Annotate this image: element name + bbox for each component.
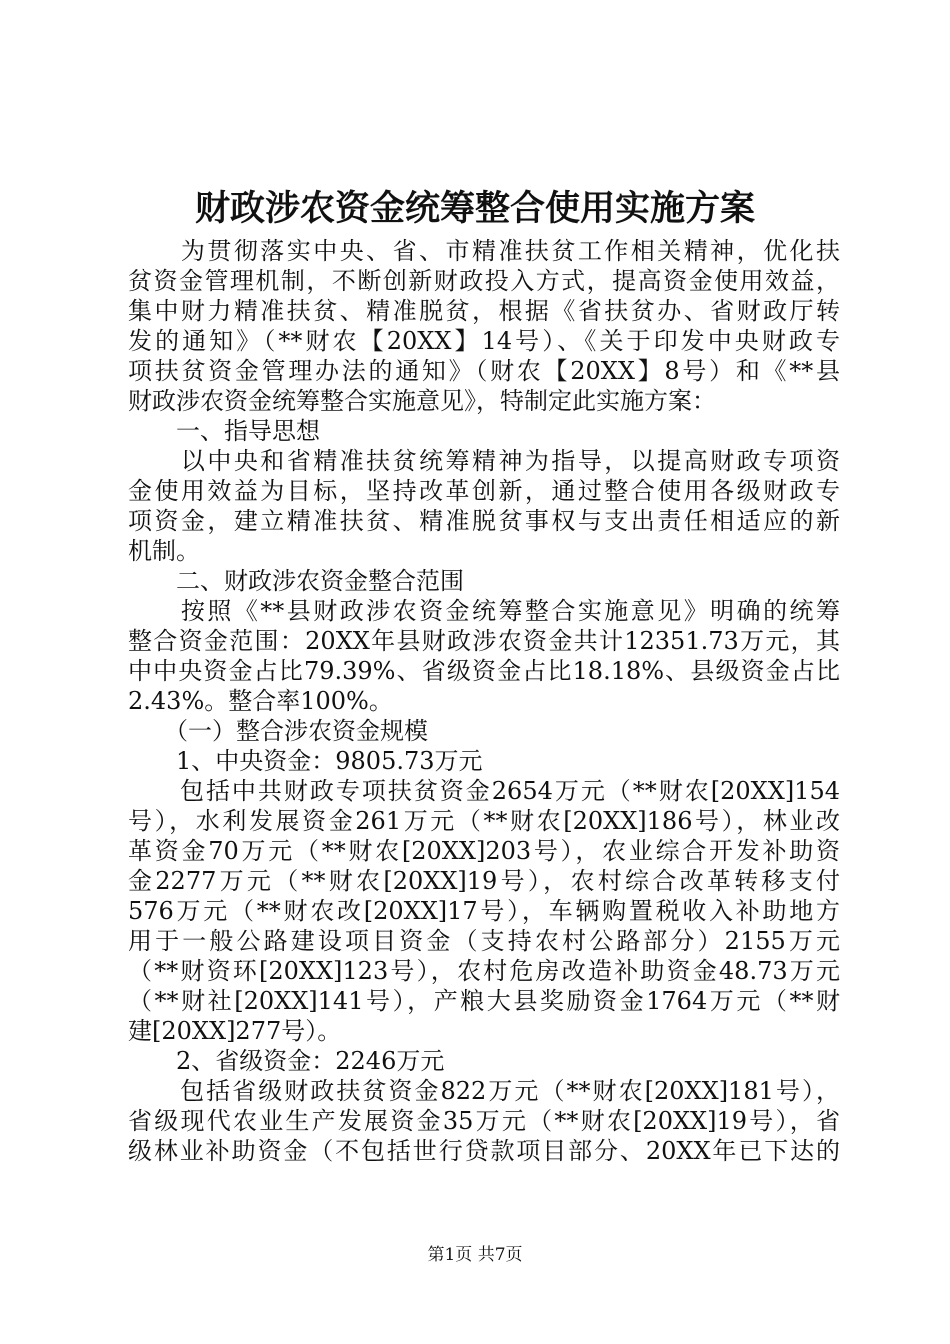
- page-footer: 第1页 共7页: [427, 1245, 523, 1265]
- text-line: 为贯彻落实中央、省、市精准扶贫工作相关精神，优化扶: [128, 237, 840, 265]
- text-line: 以中央和省精准扶贫统筹精神为指导，以提高财政专项资: [128, 447, 840, 475]
- text-line: 发的通知》（**财农【20XX】14号）、《关于印发中央财政专: [128, 327, 840, 355]
- text-line: 项扶贫资金管理办法的通知》（财农【20XX】8号）和《**县: [128, 357, 840, 385]
- text-line: 576万元（**财农改[20XX]17号），车辆购置税收入补助地方: [128, 897, 840, 925]
- text-line: 金使用效益为目标，坚持改革创新，通过整合使用各级财政专: [128, 477, 840, 505]
- text-line: 建[20XX]277号）。: [128, 1017, 342, 1045]
- text-line: 包括中共财政专项扶贫资金2654万元（**财农[20XX]154: [128, 777, 840, 805]
- text-line: 整合资金范围：20XX年县财政涉农资金共计12351.73万元，其: [128, 627, 840, 655]
- text-line: 项资金，建立精准扶贫、精准脱贫事权与支出责任相适应的新: [128, 507, 840, 535]
- text-line: 用于一般公路建设项目资金（支持农村公路部分）2155万元: [128, 927, 840, 955]
- text-line: （**财社[20XX]141号），产粮大县奖励资金1764万元（**财: [128, 987, 840, 1015]
- text-line: 按照《**县财政涉农资金统筹整合实施意见》明确的统筹: [128, 597, 840, 625]
- text-line: 革资金70万元（**财农[20XX]203号），农业综合开发补助资: [128, 837, 840, 865]
- section-heading-line: 2、省级资金：2246万元: [128, 1047, 445, 1075]
- document-title: 财政涉农资金统筹整合使用实施方案: [194, 188, 755, 229]
- text-line: 包括省级财政扶贫资金822万元（**财农[20XX]181号），: [128, 1077, 840, 1105]
- section-heading-line: 1、中央资金：9805.73万元: [128, 747, 483, 775]
- document-body: [128, 236, 840, 1166]
- text-line: 贫资金管理机制，不断创新财政投入方式，提高资金使用效益，: [128, 267, 840, 295]
- text-line: 省级现代农业生产发展资金35万元（**财农[20XX]19号），省: [128, 1107, 840, 1135]
- text-line: 集中财力精准扶贫、精准脱贫，根据《省扶贫办、省财政厅转: [128, 297, 840, 325]
- text-line: 金2277万元（**财农[20XX]19号），农村综合改革转移支付: [128, 867, 840, 895]
- section-heading-line: 二、财政涉农资金整合范围: [128, 567, 464, 595]
- section-heading-line: （一）整合涉农资金规模: [128, 717, 428, 745]
- text-line: 财政涉农资金统筹整合实施意见》，特制定此实施方案：: [128, 387, 716, 415]
- text-line: 中中央资金占比79.39%、省级资金占比18.18%、县级资金占比: [128, 657, 840, 685]
- text-line: （**财资环[20XX]123号），农村危房改造补助资金48.73万元: [128, 957, 840, 985]
- section-heading-line: 一、指导思想: [128, 417, 320, 445]
- text-line: 2.43%。整合率100%。: [128, 687, 393, 715]
- text-line: 机制。: [128, 537, 200, 565]
- text-line: 级林业补助资金（不包括世行贷款项目部分、20XX年已下达的: [128, 1137, 840, 1165]
- text-line: 号），水利发展资金261万元（**财农[20XX]186号），林业改: [128, 807, 840, 835]
